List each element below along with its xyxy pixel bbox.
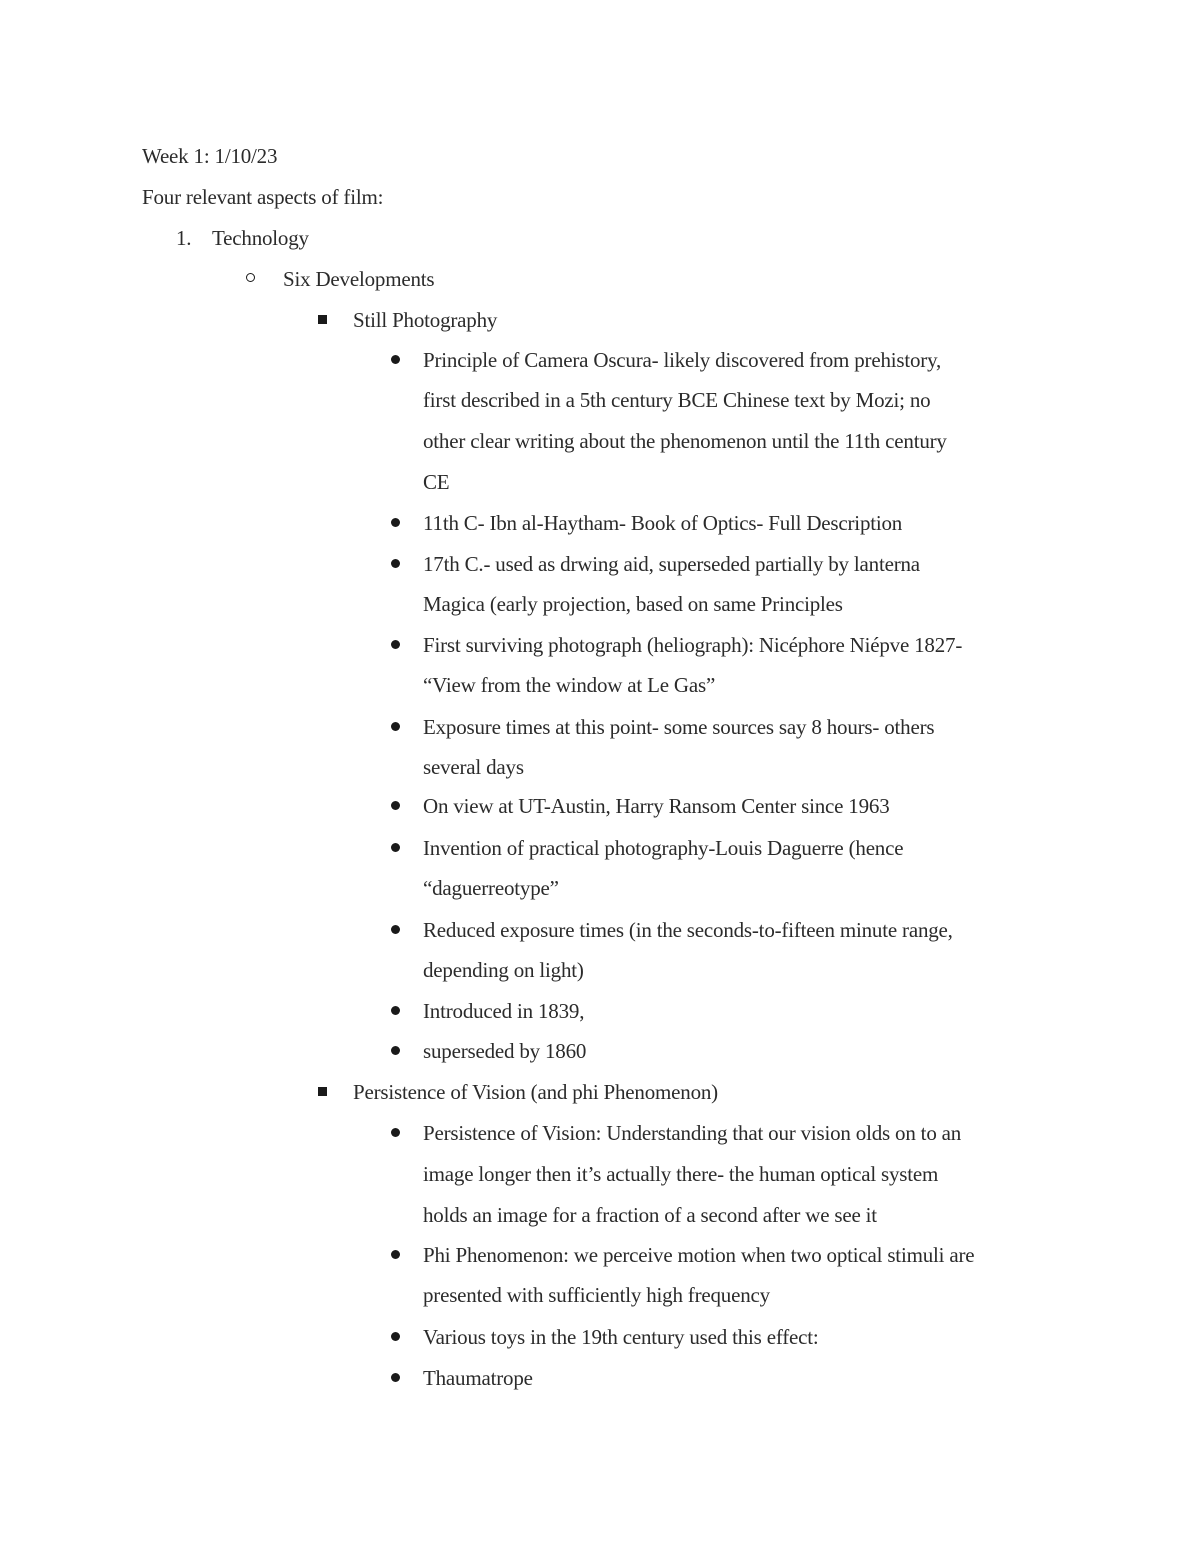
bullet-icon <box>391 1250 400 1259</box>
still-line: Invention of practical photography-Louis Daguerre (hence <box>423 836 904 860</box>
bullet-icon <box>391 640 400 649</box>
still-line: CE <box>423 470 450 494</box>
level1-label: Technology <box>212 226 309 250</box>
bullet-icon <box>391 1332 400 1341</box>
persistence-line: Phi Phenomenon: we perceive motion when two optical stimuli are <box>423 1243 975 1267</box>
still-line: 17th C.- used as drwing aid, superseded partially by lanterna <box>423 552 920 576</box>
bullet-icon <box>391 801 400 810</box>
bullet-icon <box>391 518 400 527</box>
still-line: superseded by 1860 <box>423 1039 587 1063</box>
bullet-icon <box>391 1046 400 1055</box>
bullet-icon <box>391 925 400 934</box>
bullet-icon <box>391 843 400 852</box>
still-line: 11th C- Ibn al-Haytham- Book of Optics- Full Description <box>423 511 903 535</box>
still-line: Principle of Camera Oscura- likely discovered from prehistory, <box>423 348 942 372</box>
still-line: depending on light) <box>423 958 584 982</box>
bullet-icon <box>391 1006 400 1015</box>
persistence-line: Persistence of Vision: Understanding that our vision olds on to an <box>423 1121 962 1145</box>
persistence-line: holds an image for a fraction of a second after we see it <box>423 1203 877 1227</box>
section-still-label: Still Photography <box>353 308 498 332</box>
still-line: Magica (early projection, based on same Principles <box>423 592 843 616</box>
hollow-bullet-icon <box>246 273 255 282</box>
still-line: other clear writing about the phenomenon until the 11th century <box>423 429 947 453</box>
bullet-icon <box>391 722 400 731</box>
level2-label: Six Developments <box>283 267 435 291</box>
still-line: “View from the window at Le Gas” <box>423 673 716 697</box>
still-line: On view at UT-Austin, Harry Ransom Center since 1963 <box>423 794 890 818</box>
level1-number: 1. <box>176 226 192 250</box>
bullet-icon <box>391 1373 400 1382</box>
square-bullet-icon <box>318 315 327 324</box>
persistence-line: image longer then it’s actually there- the human optical system <box>423 1162 939 1186</box>
section-persistence-label: Persistence of Vision (and phi Phenomenon) <box>353 1080 718 1104</box>
still-line: first described in a 5th century BCE Chinese text by Mozi; no <box>423 388 931 412</box>
intro-text: Four relevant aspects of film: <box>142 185 384 209</box>
persistence-line: Various toys in the 19th century used this effect: <box>423 1325 819 1349</box>
still-line: Exposure times at this point- some sources say 8 hours- others <box>423 715 935 739</box>
week-heading: Week 1: 1/10/23 <box>142 144 278 168</box>
still-line: Reduced exposure times (in the seconds-to-fifteen minute range, <box>423 918 953 942</box>
still-line: “daguerreotype” <box>423 876 559 900</box>
still-line: Introduced in 1839, <box>423 999 585 1023</box>
persistence-line: presented with sufficiently high frequency <box>423 1283 770 1307</box>
bullet-icon <box>391 559 400 568</box>
bullet-icon <box>391 355 400 364</box>
still-line: First surviving photograph (heliograph): Nicéphore Niépve 1827- <box>423 633 963 657</box>
still-line: several days <box>423 755 524 779</box>
square-bullet-icon <box>318 1087 327 1096</box>
bullet-icon <box>391 1128 400 1137</box>
persistence-line: Thaumatrope <box>423 1366 533 1390</box>
